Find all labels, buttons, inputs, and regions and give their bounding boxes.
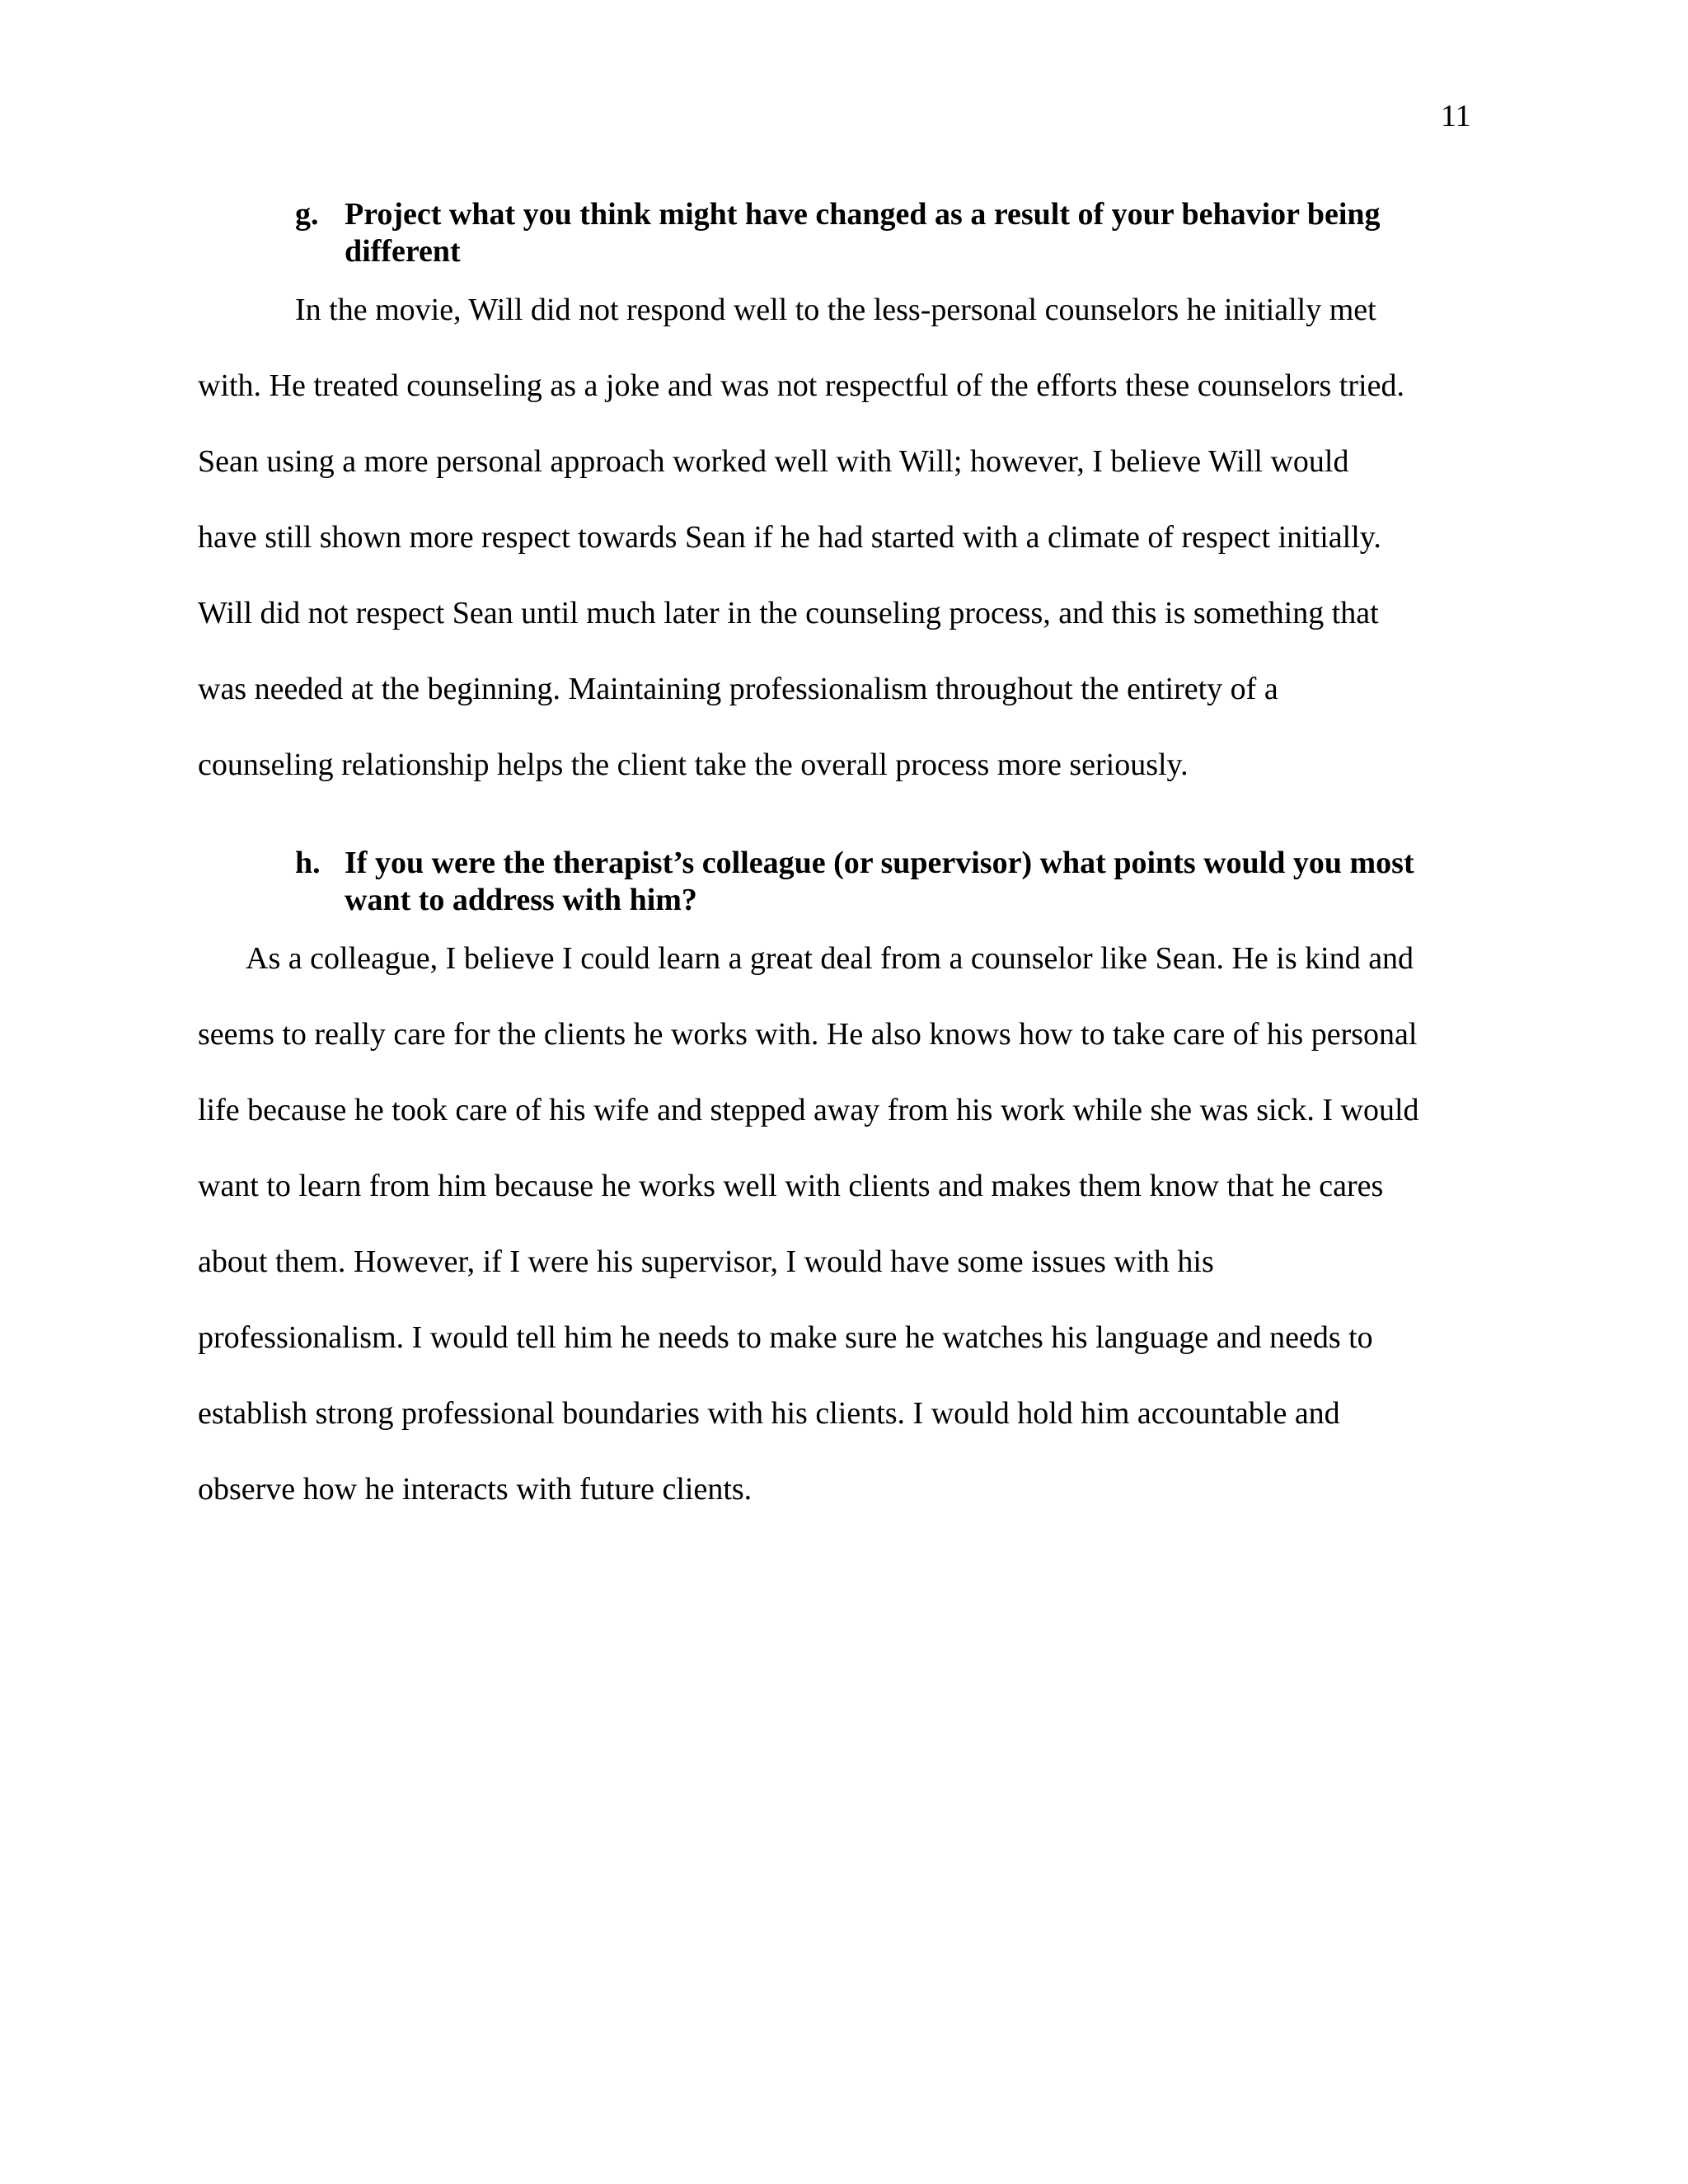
section-h-marker: h. <box>295 846 321 880</box>
section-h-line-4: want to learn from him because he works well with clients and makes them know that he cares <box>198 1169 1384 1203</box>
section-g-heading-line-2: different <box>345 234 461 269</box>
section-h-line-8: observe how he interacts with future clients. <box>198 1472 753 1507</box>
section-g-heading <box>295 196 1490 272</box>
section-g-line-6: was needed at the beginning. Maintaining professionalism throughout the entirety of a <box>198 672 1278 706</box>
section-h-heading-line-1: If you were the therapist’s colleague (or supervisor) what points would you most <box>345 846 1414 880</box>
section-g-line-7: counseling relationship helps the client take the overall process more seriously. <box>198 748 1189 782</box>
section-g-line-5: Will did not respect Sean until much later in the counseling process, and this is something that <box>198 596 1379 630</box>
section-g-line-1: In the movie, Will did not respond well to the less-personal counselors he initially met <box>295 293 1376 327</box>
section-g-line-2: with. He treated counseling as a joke and was not respectful of the efforts these counselors tried. <box>198 368 1404 403</box>
section-g-line-4: have still shown more respect towards Sean if he had started with a climate of respect initially. <box>198 520 1381 555</box>
section-h-line-6: professionalism. I would tell him he needs to make sure he watches his language and needs to <box>198 1320 1373 1355</box>
section-g-line-3: Sean using a more personal approach worked well with Will; however, I believe Will would <box>198 444 1349 479</box>
page-number: 11 <box>1441 99 1471 134</box>
section-h-line-7: establish strong professional boundaries with his clients. I would hold him accountable and <box>198 1396 1340 1431</box>
section-h-line-1: As a colleague, I believe I could learn a great deal from a counselor like Sean. He is kind and <box>246 941 1414 976</box>
section-h-line-2: seems to really care for the clients he works with. He also knows how to take care of his personal <box>198 1017 1418 1052</box>
section-g-marker: g. <box>295 197 319 232</box>
section-h-heading-line-2: want to address with him? <box>345 883 697 917</box>
section-h-line-3: life because he took care of his wife and stepped away from his work while she was sick. I would <box>198 1093 1419 1127</box>
section-h-line-5: about them. However, if I were his supervisor, I would have some issues with his <box>198 1244 1214 1279</box>
section-h-heading <box>295 845 1490 921</box>
section-g-heading-line-1: Project what you think might have changed as a result of your behavior being <box>345 197 1381 232</box>
